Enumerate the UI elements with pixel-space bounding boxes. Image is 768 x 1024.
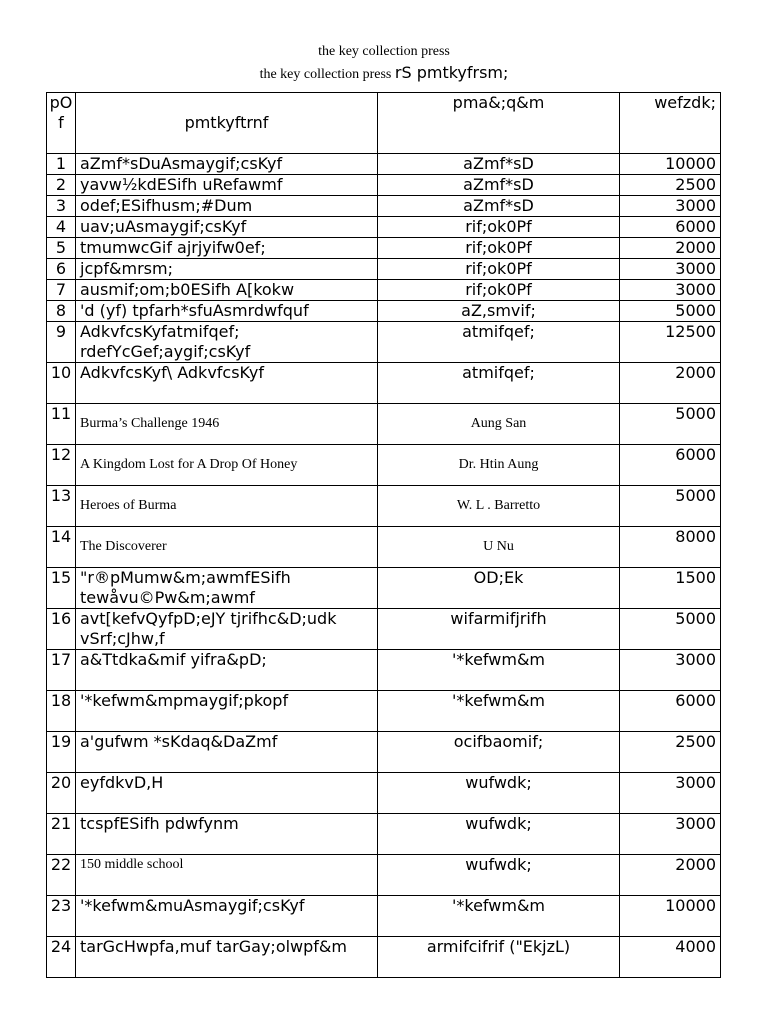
book-price: 2000 [620, 363, 721, 404]
book-price: 8000 [620, 527, 721, 568]
book-price: 5000 [620, 404, 721, 445]
row-number: 20 [47, 773, 76, 814]
book-title: ausmif;om;b0ESifh A[kokw [76, 280, 378, 301]
row-number: 9 [47, 322, 76, 363]
row-number: 2 [47, 175, 76, 196]
book-title: AdkvfcsKyfatmifqef; rdefYcGef;aygif;csKyf [76, 322, 378, 363]
table-row [47, 486, 721, 527]
table-row [47, 363, 721, 404]
book-title: tmumwcGif ajrjyifw0ef; [76, 238, 378, 259]
table-row [47, 937, 721, 978]
row-number: 13 [47, 486, 76, 527]
book-author: wufwdk; [378, 855, 620, 896]
book-author: atmifqef; [378, 363, 620, 404]
table-row [47, 259, 721, 280]
book-title: aZmf*sDuAsmaygif;csKyf [76, 154, 378, 175]
table-row [47, 175, 721, 196]
row-number: 11 [47, 404, 76, 445]
book-title: 150 middle school [76, 855, 378, 896]
table-row [47, 896, 721, 937]
book-price: 5000 [620, 301, 721, 322]
book-author: U Nu [378, 527, 620, 568]
book-author: aZmf*sD [378, 154, 620, 175]
row-number: 15 [47, 568, 76, 609]
book-author: rif;ok0Pf [378, 280, 620, 301]
header-line-2 [0, 62, 768, 86]
row-number: 8 [47, 301, 76, 322]
row-number: 18 [47, 691, 76, 732]
table-row [47, 568, 721, 609]
book-title: uav;uAsmaygif;csKyf [76, 217, 378, 238]
book-author: OD;Ek [378, 568, 620, 609]
table-row [47, 609, 721, 650]
book-author: wufwdk; [378, 814, 620, 855]
row-number: 24 [47, 937, 76, 978]
book-author: '*kefwm&m [378, 650, 620, 691]
book-author: Aung San [378, 404, 620, 445]
book-price: 3000 [620, 259, 721, 280]
header-line-2-prefix: the key collection press [259, 67, 392, 82]
row-number: 1 [47, 154, 76, 175]
book-price: 2500 [620, 175, 721, 196]
table-row [47, 855, 721, 896]
row-number: 4 [47, 217, 76, 238]
row-number: 17 [47, 650, 76, 691]
row-number: 10 [47, 363, 76, 404]
book-title: a'gufwm *sKdaq&DaZmf [76, 732, 378, 773]
table-row [47, 322, 721, 363]
row-number: 22 [47, 855, 76, 896]
book-author: Dr. Htin Aung [378, 445, 620, 486]
book-title: tarGcHwpfa,muf tarGay;olwpf&m [76, 937, 378, 978]
table-row [47, 814, 721, 855]
table-row [47, 527, 721, 568]
row-number: 6 [47, 259, 76, 280]
book-author: rif;ok0Pf [378, 259, 620, 280]
book-title: a&Ttdka&mif yifra&pD; [76, 650, 378, 691]
book-price: 1500 [620, 568, 721, 609]
book-table [46, 92, 721, 978]
book-price: 10000 [620, 896, 721, 937]
row-number: 12 [47, 445, 76, 486]
book-price: 2500 [620, 732, 721, 773]
book-title: A Kingdom Lost for A Drop Of Honey [76, 445, 378, 486]
table-header-row [47, 93, 721, 154]
book-price: 4000 [620, 937, 721, 978]
book-price: 2000 [620, 855, 721, 896]
table-row [47, 445, 721, 486]
row-number: 23 [47, 896, 76, 937]
book-author: aZ,smvif; [378, 301, 620, 322]
book-price: 10000 [620, 154, 721, 175]
book-price: 3000 [620, 280, 721, 301]
row-number: 19 [47, 732, 76, 773]
book-price: 2000 [620, 238, 721, 259]
book-price: 3000 [620, 773, 721, 814]
table-row [47, 773, 721, 814]
header-line-1: the key collection press [318, 44, 450, 59]
book-price: 6000 [620, 217, 721, 238]
book-author: rif;ok0Pf [378, 217, 620, 238]
book-author: rif;ok0Pf [378, 238, 620, 259]
row-number: 21 [47, 814, 76, 855]
book-author: armifcifrif ("EkjzL) [378, 937, 620, 978]
column-header-price: wefzdk; [620, 93, 721, 154]
book-title: tcspfESifh pdwfynm [76, 814, 378, 855]
column-header-author: pma&;q&m [378, 93, 620, 154]
book-price: 3000 [620, 196, 721, 217]
table-row [47, 404, 721, 445]
book-price: 12500 [620, 322, 721, 363]
book-price: 3000 [620, 814, 721, 855]
book-title: AdkvfcsKyf\ AdkvfcsKyf [76, 363, 378, 404]
table-row [47, 691, 721, 732]
book-author: '*kefwm&m [378, 691, 620, 732]
row-number: 14 [47, 527, 76, 568]
book-author: wifarmifjrifh [378, 609, 620, 650]
table-row [47, 217, 721, 238]
book-price: 5000 [620, 609, 721, 650]
row-number: 5 [47, 238, 76, 259]
row-number: 16 [47, 609, 76, 650]
book-price: 6000 [620, 445, 721, 486]
book-author: atmifqef; [378, 322, 620, 363]
table-row [47, 280, 721, 301]
table-row [47, 238, 721, 259]
book-author: '*kefwm&m [378, 896, 620, 937]
book-author: W. L . Barretto [378, 486, 620, 527]
book-title: "r®pMumw&m;awmfESifh tewåvu©Pw&m;awmf [76, 568, 378, 609]
table-row [47, 301, 721, 322]
book-title: odef;ESifhusm;#Dum [76, 196, 378, 217]
book-title: jcpf&mrsm; [76, 259, 378, 280]
book-title: avt[kefvQyfpD;eJY tjrifhc&D;udk vSrf;cJhw,f [76, 609, 378, 650]
book-title: eyfdkvD,H [76, 773, 378, 814]
header-line-2-suffix: rS pmtkyfrsm; [394, 63, 509, 82]
row-number: 3 [47, 196, 76, 217]
column-header-no: pOf [47, 93, 76, 154]
table-row [47, 154, 721, 175]
book-title: The Discoverer [76, 527, 378, 568]
row-number: 7 [47, 280, 76, 301]
book-price: 3000 [620, 650, 721, 691]
table-row [47, 650, 721, 691]
book-title: Burma’s Challenge 1946 [76, 404, 378, 445]
book-price: 6000 [620, 691, 721, 732]
book-title: '*kefwm&muAsmaygif;csKyf [76, 896, 378, 937]
book-title: yavw½kdESifh uRefawmf [76, 175, 378, 196]
book-title: Heroes of Burma [76, 486, 378, 527]
book-author: aZmf*sD [378, 175, 620, 196]
book-price: 5000 [620, 486, 721, 527]
column-header-title: pmtkyftrnf [76, 93, 378, 154]
book-title: '*kefwm&mpmaygif;pkopf [76, 691, 378, 732]
table-row [47, 732, 721, 773]
book-author: wufwdk; [378, 773, 620, 814]
book-author: ocifbaomif; [378, 732, 620, 773]
book-author: aZmf*sD [378, 196, 620, 217]
table-row [47, 196, 721, 217]
book-title: 'd (yf) tpfarh*sfuAsmrdwfquf [76, 301, 378, 322]
